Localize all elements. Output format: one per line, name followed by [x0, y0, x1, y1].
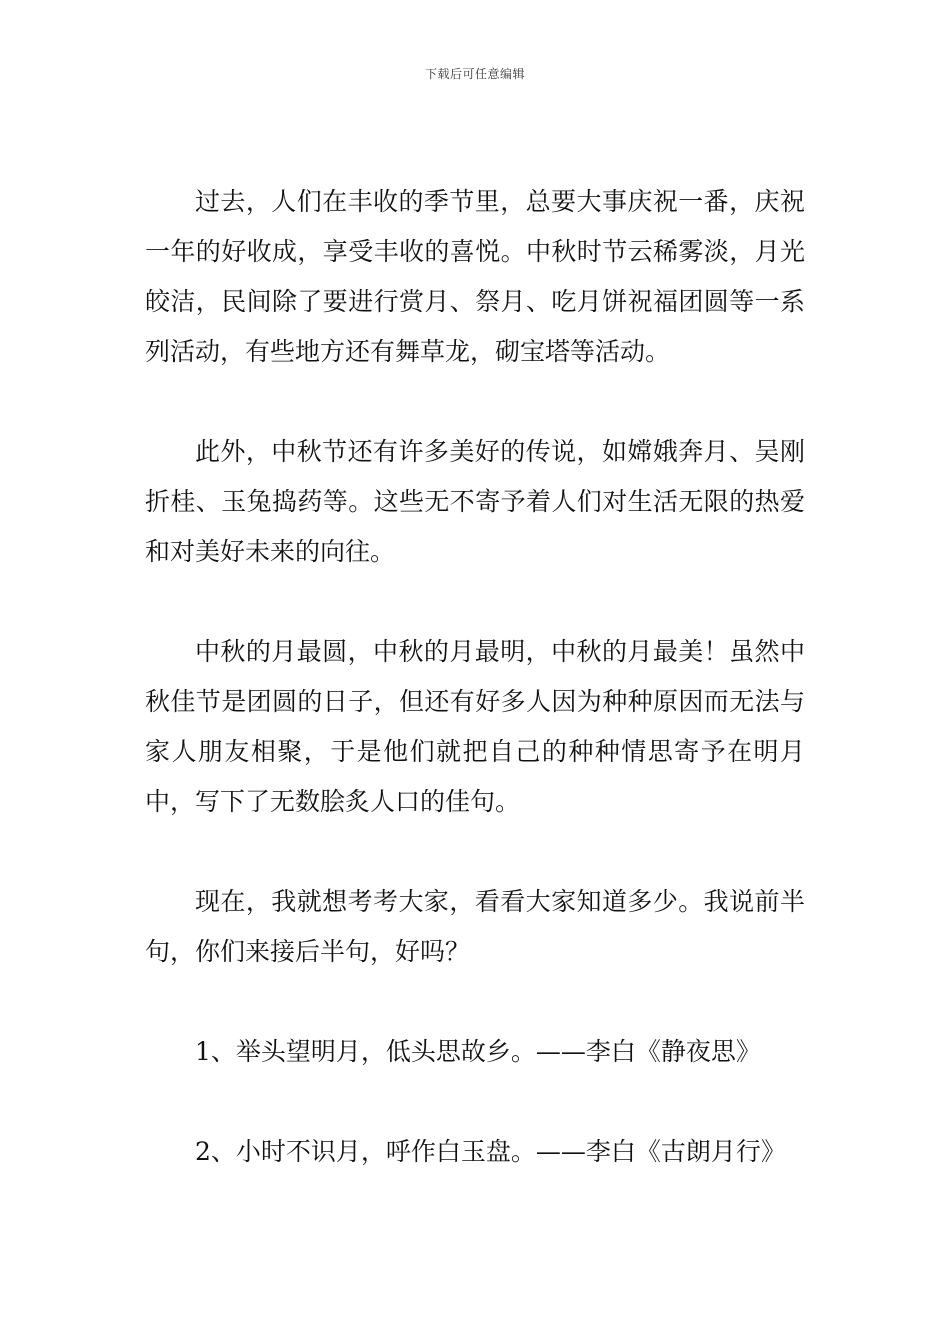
- document-body: [145, 177, 805, 1177]
- paragraph-moon: 中秋的月最圆，中秋的月最明，中秋的月最美！虽然中秋佳节是团圆的日子，但还有好多人因为种种原因而无法与家人朋友相聚，于是他们就把自己的种种情思寄予在明月中，写下了无数脍炙人口的佳句。: [145, 637, 805, 816]
- paragraph-harvest: 过去，人们在丰收的季节里，总要大事庆祝一番，庆祝一年的好收成，享受丰收的喜悦。中秋时节云稀雾淡，月光皎洁，民间除了要进行赏月、祭月、吃月饼祝福团圆等一系列活动，有些地方还有舞草龙，砌宝塔等活动。: [145, 187, 805, 366]
- paragraph-gap: [145, 1077, 805, 1127]
- paragraph-gap: [145, 827, 805, 877]
- poem-item-1: 1、举头望明月，低头思故乡。——李白《静夜思》: [195, 1037, 761, 1066]
- header-note: 下载后可任意编辑: [424, 67, 525, 81]
- paragraph-gap: [145, 377, 805, 427]
- poem-item-2: 2、小时不识月，呼作白玉盘。——李白《古朗月行》: [195, 1137, 786, 1166]
- paragraph-quiz-intro: 现在，我就想考考大家，看看大家知道多少。我说前半句，你们来接后半句，好吗？: [145, 887, 805, 966]
- paragraph-gap: [145, 977, 805, 1027]
- paragraph-gap: [145, 577, 805, 627]
- paragraph-legends: 此外，中秋节还有许多美好的传说，如嫦娥奔月、吴刚折桂、玉兔捣药等。这些无不寄予着人们对生活无限的热爱和对美好未来的向往。: [145, 437, 805, 566]
